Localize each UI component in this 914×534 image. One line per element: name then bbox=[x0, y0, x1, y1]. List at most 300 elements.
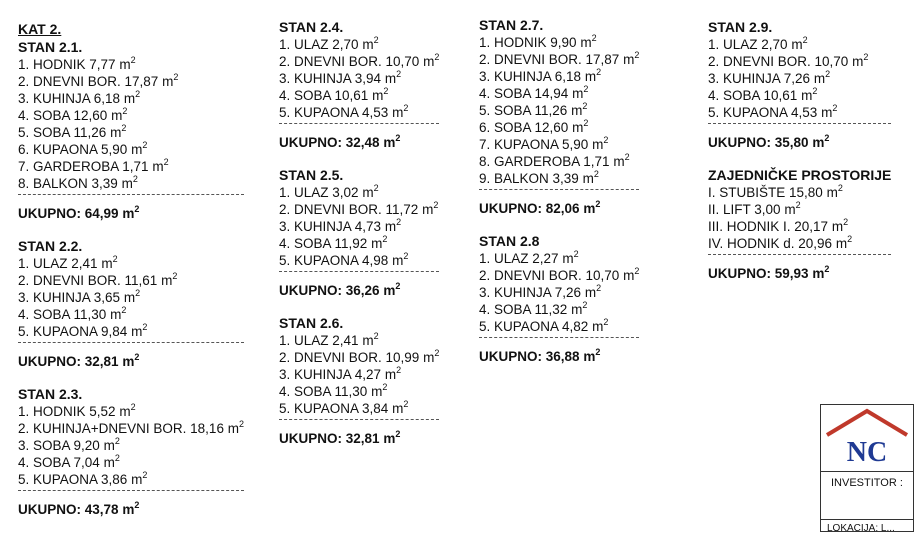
room-item bbox=[479, 34, 639, 51]
area-unit-exponent: 2 bbox=[596, 67, 602, 77]
room-item-text: 1. ULAZ 3,02 bbox=[279, 185, 359, 200]
area-unit: m bbox=[227, 421, 239, 436]
unit-total bbox=[18, 205, 244, 223]
room-item bbox=[279, 252, 439, 269]
column-2-blocks bbox=[279, 18, 439, 448]
area-unit: m bbox=[101, 256, 113, 271]
room-item-text: 1. ULAZ 2,70 bbox=[708, 37, 788, 52]
column-1 bbox=[18, 0, 244, 533]
room-item-text: 9. BALKON 3,39 bbox=[479, 171, 579, 186]
dashed-separator bbox=[279, 271, 439, 272]
area-unit-exponent: 2 bbox=[795, 200, 801, 210]
total-value: 36,26 bbox=[345, 283, 380, 298]
company-logo-icon bbox=[821, 405, 913, 469]
room-item-text: II. LIFT 3,00 bbox=[708, 202, 781, 217]
room-item-text: 3. KUHINJA 4,73 bbox=[279, 219, 382, 234]
total-value: 32,81 bbox=[84, 354, 119, 369]
room-item bbox=[279, 383, 439, 400]
investor-label: INVESTITOR : bbox=[831, 477, 903, 489]
area-unit-exponent: 2 bbox=[824, 133, 830, 143]
area-unit: m bbox=[131, 142, 143, 157]
room-item bbox=[279, 201, 439, 218]
room-item-text: 1. ULAZ 2,41 bbox=[18, 256, 98, 271]
room-item-text: 1. ULAZ 2,41 bbox=[279, 333, 359, 348]
area-unit: m bbox=[123, 91, 136, 106]
unit-title: STAN 2.5. bbox=[279, 167, 344, 183]
area-unit-exponent: 2 bbox=[624, 152, 630, 162]
room-item-text: 2. DNEVNI BOR. 10,70 bbox=[708, 54, 849, 69]
area-unit-exponent: 2 bbox=[837, 183, 843, 193]
room-item bbox=[708, 218, 891, 235]
area-unit-exponent: 2 bbox=[403, 399, 409, 409]
room-item-text: 5. KUPAONA 9,84 bbox=[18, 324, 128, 339]
area-unit-exponent: 2 bbox=[373, 331, 379, 341]
area-unit-exponent: 2 bbox=[383, 86, 389, 96]
area-unit-exponent: 2 bbox=[433, 200, 439, 210]
area-unit-exponent: 2 bbox=[173, 72, 179, 82]
area-unit: m bbox=[384, 219, 397, 234]
room-item bbox=[708, 184, 891, 201]
area-unit-exponent: 2 bbox=[832, 103, 838, 113]
area-unit-exponent: 2 bbox=[595, 199, 601, 209]
room-item-text: 4. SOBA 11,32 bbox=[479, 302, 568, 317]
unit-title: STAN 2.2. bbox=[18, 238, 83, 254]
room-item bbox=[279, 53, 439, 70]
area-unit-exponent: 2 bbox=[122, 106, 128, 116]
room-item-text: 5. KUPAONA 4,98 bbox=[279, 253, 389, 268]
area-unit-exponent: 2 bbox=[593, 169, 599, 179]
area-unit: m bbox=[423, 350, 435, 365]
area-unit: m bbox=[423, 54, 435, 69]
room-item-text: 1. HODNIK 7,77 bbox=[18, 57, 116, 72]
column-1-blocks bbox=[18, 38, 244, 519]
room-item-text: 4. SOBA 14,94 bbox=[479, 86, 569, 101]
total-label: UKUPNO: bbox=[18, 354, 81, 369]
area-unit-exponent: 2 bbox=[142, 322, 148, 332]
unit-block bbox=[479, 16, 639, 218]
area-unit-exponent: 2 bbox=[434, 52, 440, 62]
area-unit-exponent: 2 bbox=[172, 271, 178, 281]
room-item-text: 4. SOBA 11,30 bbox=[18, 307, 107, 322]
area-unit-exponent: 2 bbox=[812, 86, 818, 96]
dashed-separator bbox=[18, 490, 244, 491]
room-item-text: 1. HODNIK 5,52 bbox=[18, 404, 116, 419]
room-item-text: 8. GARDEROBA 1,71 bbox=[479, 154, 610, 169]
area-unit-exponent: 2 bbox=[634, 266, 640, 276]
area-unit: m bbox=[362, 185, 374, 200]
area-unit: m bbox=[383, 283, 396, 298]
room-item-text: IV. HODNIK d. 20,96 bbox=[708, 236, 833, 251]
area-unit-exponent: 2 bbox=[396, 365, 402, 375]
room-item-text: 4. SOBA 10,61 bbox=[279, 88, 369, 103]
area-unit: m bbox=[122, 206, 135, 221]
room-item-text: 6. KUPAONA 5,90 bbox=[18, 142, 128, 157]
area-unit: m bbox=[571, 103, 583, 118]
room-item-text: 3. KUHINJA 7,26 bbox=[479, 285, 582, 300]
room-item bbox=[479, 51, 639, 68]
room-item bbox=[479, 85, 639, 102]
room-item bbox=[18, 437, 244, 454]
room-item bbox=[708, 104, 891, 121]
room-item bbox=[279, 332, 439, 349]
area-unit-exponent: 2 bbox=[396, 217, 402, 227]
area-unit-exponent: 2 bbox=[595, 347, 601, 357]
room-item bbox=[279, 366, 439, 383]
total-value: 82,06 bbox=[545, 201, 580, 216]
area-unit: m bbox=[371, 236, 383, 251]
unit-block bbox=[279, 18, 439, 152]
column-4-blocks bbox=[708, 18, 891, 283]
area-unit: m bbox=[562, 251, 574, 266]
area-unit: m bbox=[152, 159, 164, 174]
room-item bbox=[708, 87, 891, 104]
floor-title: KAT 2. bbox=[18, 21, 62, 37]
room-item bbox=[18, 420, 244, 437]
area-unit-exponent: 2 bbox=[135, 288, 141, 298]
area-unit-exponent: 2 bbox=[382, 382, 388, 392]
unit-block bbox=[279, 166, 439, 300]
area-unit: m bbox=[362, 37, 374, 52]
area-unit: m bbox=[384, 71, 397, 86]
unit-block bbox=[18, 385, 244, 519]
room-item-text: 4. SOBA 7,04 bbox=[18, 455, 100, 470]
area-unit-exponent: 2 bbox=[163, 157, 169, 167]
area-unit: m bbox=[383, 431, 396, 446]
area-unit-exponent: 2 bbox=[603, 135, 609, 145]
area-unit-exponent: 2 bbox=[130, 55, 136, 65]
room-item bbox=[18, 289, 244, 306]
column-3 bbox=[479, 16, 639, 380]
area-unit-exponent: 2 bbox=[134, 500, 140, 510]
area-unit-exponent: 2 bbox=[396, 69, 402, 79]
area-unit-exponent: 2 bbox=[582, 300, 588, 310]
title-block-divider bbox=[821, 471, 913, 472]
unit-title: STAN 2.4. bbox=[279, 19, 344, 35]
area-unit-exponent: 2 bbox=[121, 123, 127, 133]
room-item-text: 5. KUPAONA 4,82 bbox=[479, 319, 589, 334]
area-unit: m bbox=[791, 37, 803, 52]
total-value: 35,80 bbox=[774, 135, 809, 150]
room-item-text: 2. DNEVNI BOR. 11,72 bbox=[279, 202, 419, 217]
area-unit-exponent: 2 bbox=[573, 249, 579, 259]
room-item bbox=[479, 170, 639, 187]
room-item bbox=[708, 36, 891, 53]
room-item-text: 2. DNEVNI BOR. 10,70 bbox=[479, 268, 620, 283]
room-item-text: 2. DNEVNI BOR. 17,87 bbox=[18, 74, 159, 89]
room-item bbox=[279, 36, 439, 53]
area-unit: m bbox=[392, 401, 404, 416]
room-item-text: 8. BALKON 3,39 bbox=[18, 176, 118, 191]
room-item-text: 3. KUHINJA 3,65 bbox=[18, 290, 121, 305]
unit-title: STAN 2.3. bbox=[18, 386, 83, 402]
room-item-text: 4. SOBA 10,61 bbox=[708, 88, 798, 103]
area-unit: m bbox=[121, 176, 133, 191]
room-item bbox=[708, 53, 891, 70]
room-item bbox=[279, 218, 439, 235]
column-3-blocks bbox=[479, 16, 639, 366]
room-item-text: 5. KUPAONA 3,84 bbox=[279, 401, 389, 416]
area-unit: m bbox=[119, 404, 131, 419]
unit-total bbox=[479, 348, 639, 366]
area-unit-exponent: 2 bbox=[824, 264, 830, 274]
unit-total bbox=[479, 200, 639, 218]
area-unit: m bbox=[826, 185, 838, 200]
room-item bbox=[18, 56, 244, 73]
area-unit-exponent: 2 bbox=[132, 174, 138, 184]
area-unit-exponent: 2 bbox=[142, 470, 148, 480]
area-unit-exponent: 2 bbox=[583, 84, 589, 94]
area-unit: m bbox=[371, 384, 383, 399]
area-unit-exponent: 2 bbox=[863, 52, 869, 62]
area-unit-exponent: 2 bbox=[582, 101, 588, 111]
room-item bbox=[479, 301, 639, 318]
area-unit: m bbox=[784, 202, 796, 217]
room-item-text: 5. KUPAONA 4,53 bbox=[708, 105, 818, 120]
unit-block bbox=[18, 38, 244, 223]
room-item bbox=[479, 153, 639, 170]
area-unit: m bbox=[812, 135, 825, 150]
total-label: UKUPNO: bbox=[18, 502, 81, 517]
room-item bbox=[18, 158, 244, 175]
area-unit: m bbox=[613, 154, 625, 169]
dashed-separator bbox=[279, 123, 439, 124]
room-item bbox=[279, 87, 439, 104]
area-unit: m bbox=[584, 69, 597, 84]
room-item-text: III. HODNIK I. 20,17 bbox=[708, 219, 829, 234]
room-item-text: 4. SOBA 11,30 bbox=[279, 384, 368, 399]
area-unit-exponent: 2 bbox=[403, 251, 409, 261]
area-unit: m bbox=[119, 57, 131, 72]
area-unit: m bbox=[592, 319, 604, 334]
area-unit-exponent: 2 bbox=[134, 352, 140, 362]
area-unit: m bbox=[111, 108, 123, 123]
area-unit: m bbox=[592, 137, 604, 152]
area-unit-exponent: 2 bbox=[403, 103, 409, 113]
room-item-text: 5. SOBA 11,26 bbox=[18, 125, 107, 140]
area-unit: m bbox=[572, 86, 584, 101]
total-label: UKUPNO: bbox=[479, 349, 542, 364]
area-unit-exponent: 2 bbox=[634, 50, 640, 60]
room-item-text: 2. DNEVNI BOR. 10,99 bbox=[279, 350, 420, 365]
room-item-text: 5. KUPAONA 3,86 bbox=[18, 472, 128, 487]
area-unit: m bbox=[831, 219, 844, 234]
area-unit-exponent: 2 bbox=[135, 89, 141, 99]
logo-letters: NC bbox=[846, 437, 888, 468]
area-unit: m bbox=[623, 268, 635, 283]
room-item bbox=[279, 400, 439, 417]
room-item bbox=[708, 70, 891, 87]
room-item-text: 7. KUPAONA 5,90 bbox=[479, 137, 589, 152]
room-item bbox=[18, 124, 244, 141]
unit-title: STAN 2.8 bbox=[479, 233, 540, 249]
area-unit: m bbox=[103, 438, 115, 453]
room-item-text: 6. SOBA 12,60 bbox=[479, 120, 569, 135]
room-item-text: 3. KUHINJA 7,26 bbox=[708, 71, 811, 86]
area-unit-exponent: 2 bbox=[843, 217, 849, 227]
area-unit-exponent: 2 bbox=[121, 305, 127, 315]
area-unit: m bbox=[821, 105, 833, 120]
room-item bbox=[479, 318, 639, 335]
unit-total bbox=[279, 430, 439, 448]
room-item bbox=[479, 284, 639, 301]
area-unit-exponent: 2 bbox=[382, 234, 388, 244]
room-item bbox=[479, 267, 639, 284]
room-item bbox=[279, 235, 439, 252]
room-item bbox=[18, 306, 244, 323]
area-unit-exponent: 2 bbox=[395, 281, 401, 291]
area-unit: m bbox=[131, 324, 143, 339]
room-item-text: I. STUBIŠTE 15,80 bbox=[708, 185, 823, 200]
unit-total bbox=[279, 282, 439, 300]
area-unit: m bbox=[161, 273, 173, 288]
room-item bbox=[18, 403, 244, 420]
room-item bbox=[708, 235, 891, 252]
dashed-separator bbox=[18, 194, 244, 195]
total-label: UKUPNO: bbox=[279, 135, 342, 150]
total-value: 64,99 bbox=[84, 206, 119, 221]
room-item-text: 3. KUHINJA 3,94 bbox=[279, 71, 382, 86]
area-unit: m bbox=[623, 52, 635, 67]
room-item-text: 1. ULAZ 2,27 bbox=[479, 251, 559, 266]
title-block bbox=[820, 404, 914, 532]
area-unit-exponent: 2 bbox=[114, 436, 120, 446]
area-unit: m bbox=[383, 135, 396, 150]
area-unit: m bbox=[131, 472, 143, 487]
room-item-text: 3. KUHINJA 6,18 bbox=[479, 69, 582, 84]
area-unit: m bbox=[122, 354, 135, 369]
room-item bbox=[479, 102, 639, 119]
area-unit-exponent: 2 bbox=[603, 317, 609, 327]
unit-total bbox=[279, 134, 439, 152]
unit-total bbox=[708, 134, 891, 152]
unit-title: STAN 2.6. bbox=[279, 315, 344, 331]
column-2 bbox=[279, 18, 439, 462]
room-item-text: 2. DNEVNI BOR. 11,61 bbox=[18, 273, 158, 288]
room-item bbox=[18, 175, 244, 192]
unit-block bbox=[708, 18, 891, 152]
area-unit: m bbox=[580, 35, 592, 50]
area-unit: m bbox=[801, 88, 813, 103]
area-unit: m bbox=[572, 120, 584, 135]
area-unit: m bbox=[835, 236, 848, 251]
room-item-text: 5. SOBA 11,26 bbox=[479, 103, 568, 118]
room-item bbox=[18, 323, 244, 340]
column-4 bbox=[708, 18, 891, 297]
dashed-separator bbox=[479, 189, 639, 190]
area-unit-exponent: 2 bbox=[847, 234, 853, 244]
area-unit: m bbox=[384, 367, 397, 382]
unit-block bbox=[708, 166, 891, 283]
area-unit: m bbox=[571, 302, 583, 317]
room-item-text: 1. ULAZ 2,70 bbox=[279, 37, 359, 52]
room-item bbox=[18, 454, 244, 471]
area-unit-exponent: 2 bbox=[583, 118, 589, 128]
area-unit: m bbox=[162, 74, 174, 89]
room-item bbox=[279, 349, 439, 366]
room-item bbox=[279, 184, 439, 201]
dashed-separator bbox=[708, 254, 891, 255]
unit-block bbox=[18, 237, 244, 371]
unit-total bbox=[18, 353, 244, 371]
room-item-text: 2. DNEVNI BOR. 10,70 bbox=[279, 54, 420, 69]
total-label: UKUPNO: bbox=[279, 431, 342, 446]
area-unit: m bbox=[392, 105, 404, 120]
room-item bbox=[708, 201, 891, 218]
room-item-text: 3. SOBA 9,20 bbox=[18, 438, 100, 453]
area-unit-exponent: 2 bbox=[130, 402, 136, 412]
location-label: LOKACIJA: L... bbox=[827, 523, 895, 534]
area-unit-exponent: 2 bbox=[142, 140, 148, 150]
unit-title: STAN 2.1. bbox=[18, 39, 83, 55]
room-item bbox=[479, 68, 639, 85]
room-item-text: 4. SOBA 11,92 bbox=[279, 236, 368, 251]
dashed-separator bbox=[479, 337, 639, 338]
room-item bbox=[279, 70, 439, 87]
room-item bbox=[18, 272, 244, 289]
room-item bbox=[479, 119, 639, 136]
unit-title: ZAJEDNIČKE PROSTORIJE bbox=[708, 167, 892, 183]
logo-roof bbox=[827, 411, 907, 435]
area-unit: m bbox=[812, 266, 825, 281]
room-item-text: 3. KUHINJA 6,18 bbox=[18, 91, 121, 106]
room-item bbox=[18, 90, 244, 107]
dashed-separator bbox=[18, 342, 244, 343]
room-item-text: 5. KUPAONA 4,53 bbox=[279, 105, 389, 120]
area-unit-exponent: 2 bbox=[596, 283, 602, 293]
room-item bbox=[18, 255, 244, 272]
total-value: 43,78 bbox=[84, 502, 119, 517]
room-item bbox=[18, 107, 244, 124]
area-unit: m bbox=[584, 285, 597, 300]
total-value: 32,81 bbox=[345, 431, 380, 446]
room-item-text: 7. GARDEROBA 1,71 bbox=[18, 159, 149, 174]
unit-title: STAN 2.7. bbox=[479, 17, 544, 33]
area-unit: m bbox=[122, 502, 135, 517]
total-value: 59,93 bbox=[774, 266, 809, 281]
room-item-text: 2. KUHINJA+DNEVNI BOR. 18,16 bbox=[18, 421, 224, 436]
area-unit-exponent: 2 bbox=[395, 429, 401, 439]
area-unit: m bbox=[110, 307, 122, 322]
area-unit-exponent: 2 bbox=[395, 133, 401, 143]
room-item-text: 3. KUHINJA 4,27 bbox=[279, 367, 382, 382]
area-unit: m bbox=[583, 201, 596, 216]
unit-total bbox=[18, 501, 244, 519]
dashed-separator bbox=[279, 419, 439, 420]
area-unit: m bbox=[813, 71, 826, 86]
area-unit: m bbox=[583, 349, 596, 364]
total-label: UKUPNO: bbox=[279, 283, 342, 298]
area-unit-exponent: 2 bbox=[114, 453, 120, 463]
room-item bbox=[279, 104, 439, 121]
total-value: 36,88 bbox=[545, 349, 580, 364]
room-item-text: 1. HODNIK 9,90 bbox=[479, 35, 577, 50]
room-item bbox=[18, 73, 244, 90]
area-unit: m bbox=[372, 88, 384, 103]
room-item bbox=[479, 136, 639, 153]
area-unit-exponent: 2 bbox=[373, 183, 379, 193]
title-block-divider-2 bbox=[821, 519, 913, 520]
room-item-text: 2. DNEVNI BOR. 17,87 bbox=[479, 52, 620, 67]
area-unit-exponent: 2 bbox=[591, 33, 597, 43]
total-label: UKUPNO: bbox=[708, 266, 771, 281]
total-label: UKUPNO: bbox=[18, 206, 81, 221]
area-unit: m bbox=[852, 54, 864, 69]
area-unit-exponent: 2 bbox=[825, 69, 831, 79]
area-unit-exponent: 2 bbox=[238, 419, 244, 429]
area-unit: m bbox=[103, 455, 115, 470]
area-unit: m bbox=[362, 333, 374, 348]
unit-block bbox=[279, 314, 439, 448]
